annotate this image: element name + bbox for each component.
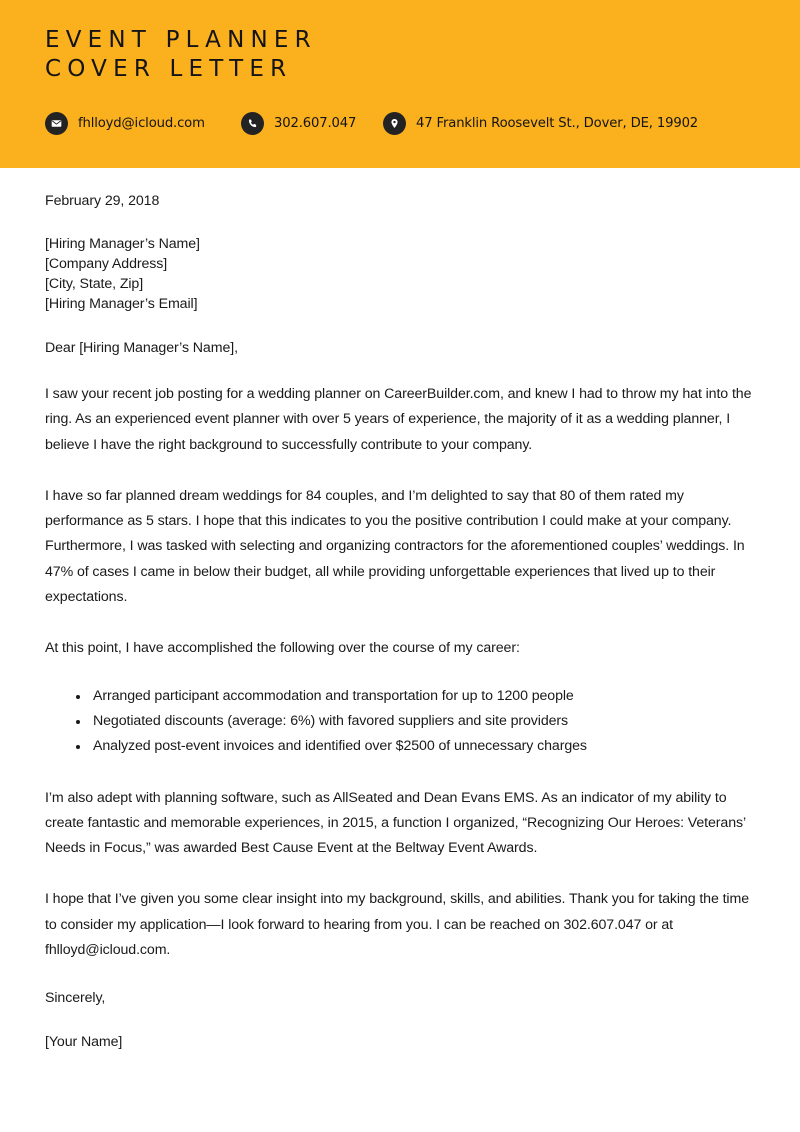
paragraph-2: I have so far planned dream weddings for 84 couples, and I’m delighted to say that 80 of them rated my performance as 5 stars. I hope that this indicates to you the positive contribution I could make at your company. Furthermore, I was tasked with selecting and organizing contractors for the aforementioned couples’ weddings. In 47% of cases I came in below their budget, all while providing unforgettable experiences that lived up to their expectations. bbox=[45, 487, 745, 606]
contact-phone-value: 302.607.047 bbox=[274, 115, 357, 131]
letter-body bbox=[0, 168, 800, 1050]
envelope-icon bbox=[45, 112, 68, 135]
contact-email[interactable] bbox=[45, 112, 241, 135]
list-item: Arranged participant accommodation and transportation for up to 1200 people bbox=[93, 684, 757, 709]
page-title bbox=[45, 26, 755, 85]
recipient-name: [Hiring Manager’s Name] bbox=[45, 236, 200, 252]
paragraph-4: I’m also adept with planning software, such as AllSeated and Dean Evans EMS. As an indicator of my ability to create fantastic and memorable experiences, in 2015, a function I organized, “Recognizing Our Heroes: Veterans’ Needs in Focus,” was awarded Best Cause Event at the Beltway Event Awards. bbox=[45, 789, 746, 857]
signature-placeholder: [Your Name] bbox=[45, 1034, 123, 1051]
list-item: Analyzed post-event invoices and identified over $2500 of unnecessary charges bbox=[93, 734, 757, 759]
phone-icon bbox=[241, 112, 264, 135]
map-pin-icon bbox=[383, 112, 406, 135]
title-line-1: EVENT PLANNER bbox=[45, 27, 317, 53]
accomplishments-list bbox=[45, 684, 757, 760]
contact-address-value: 47 Franklin Roosevelt St., Dover, DE, 19902 bbox=[416, 115, 699, 131]
recipient-company-address: [Company Address] bbox=[45, 256, 168, 272]
title-line-2: COVER LETTER bbox=[45, 56, 293, 83]
paragraph-1: I saw your recent job posting for a wedding planner on CareerBuilder.com, and knew I had to throw my hat into the ring. As an experienced event planner with over 5 years of experience, the majority of it as a wedding planner, I believe I have the right background to successfully contribute to your company. bbox=[45, 386, 752, 453]
list-item: Negotiated discounts (average: 6%) with favored suppliers and site providers bbox=[93, 709, 757, 734]
contact-address[interactable] bbox=[383, 112, 698, 135]
recipient-city-state-zip: [City, State, Zip] bbox=[45, 276, 144, 292]
salutation: Dear [Hiring Manager’s Name], bbox=[45, 340, 238, 356]
paragraph-5: I hope that I’ve given you some clear insight into my background, skills, and abilities. Thank you for taking the time to consider my application—I look forward to hearing from you. I can be reached on 302.607.047 or at fhlloyd@icloud.com. bbox=[45, 891, 749, 959]
paragraph-3: At this point, I have accomplished the following over the course of my career: bbox=[45, 640, 520, 657]
recipient-email: [Hiring Manager’s Email] bbox=[45, 296, 198, 312]
contact-email-value: fhlloyd@icloud.com bbox=[78, 115, 205, 131]
letter-date: February 29, 2018 bbox=[45, 193, 160, 209]
letter-header bbox=[0, 0, 800, 168]
contact-row bbox=[45, 112, 755, 135]
closing: Sincerely, bbox=[45, 990, 106, 1007]
contact-phone[interactable] bbox=[241, 112, 383, 135]
recipient-block bbox=[45, 234, 757, 314]
